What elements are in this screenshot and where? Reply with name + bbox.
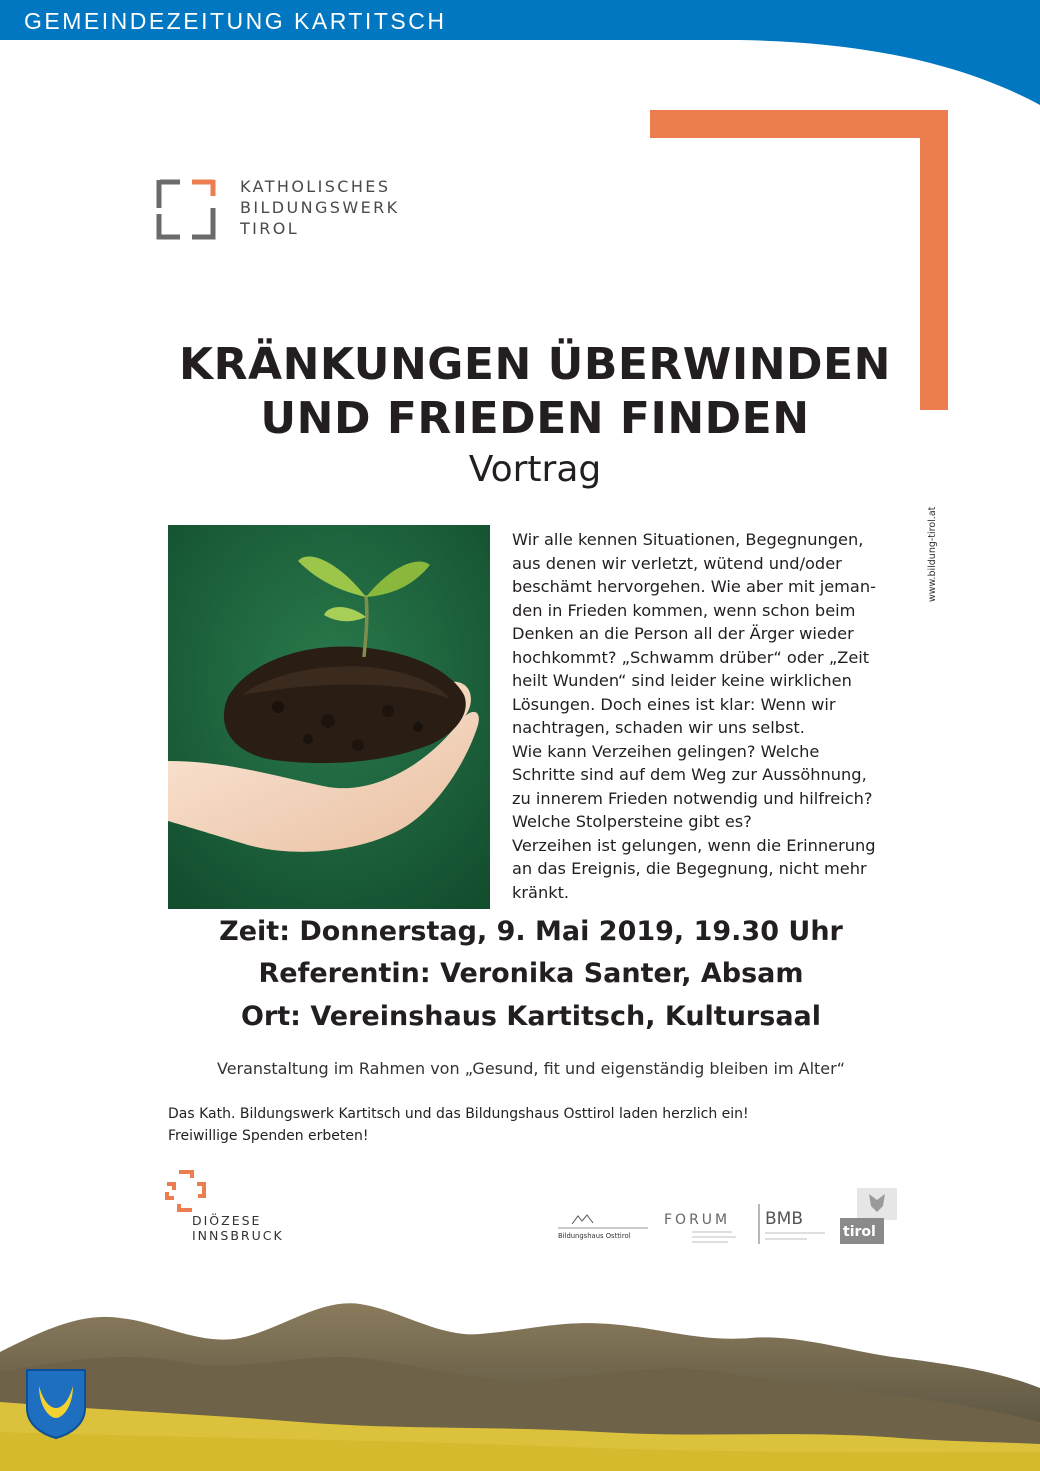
description-line: Verzeihen ist gelungen, wenn die Erinnerung [512, 835, 876, 855]
seedling-in-hand-photo [168, 525, 490, 909]
kbw-line-1: KATHOLISCHES [240, 177, 391, 196]
dioezese-cross-icon [164, 1170, 208, 1212]
event-title [0, 338, 1040, 446]
land-tirol-logo [840, 1188, 898, 1246]
publication-title: GEMEINDEZEITUNG KARTITSCH [24, 8, 447, 34]
description-line: Wie kann Verzeihen gelingen? Welche [512, 741, 820, 761]
bmb-logo [757, 1204, 829, 1246]
dioezese-logo-text [192, 1213, 284, 1243]
kbw-line-2: BILDUNGSWERK [240, 198, 400, 217]
event-title-line-2: UND FRIEDEN FINDEN [260, 393, 810, 444]
website-url [921, 482, 941, 602]
description-line: hochkommt? „Schwamm drüber“ oder „Zeit [512, 647, 870, 667]
event-speaker: Referentin: Veronika Santer, Absam [258, 958, 804, 989]
event-location: Ort: Vereinshaus Kartitsch, Kultursaal [240, 1001, 822, 1032]
description-line: an das Ereignis, die Begegnung, nicht mehr [512, 859, 867, 878]
description-line: Welche Stolpersteine gibt es? [512, 812, 752, 831]
description-line: Lösungen. Doch eines ist klar: Wenn wir [512, 694, 836, 714]
description-line: Denken an die Person all der Ärger wieder [512, 624, 854, 643]
forum-logo [662, 1208, 744, 1248]
description-line: zu innerem Frieden notwendig und hilfreich? [512, 788, 873, 808]
kbw-bracket-icon [156, 178, 218, 240]
municipal-coat-of-arms-icon [25, 1368, 87, 1440]
mountain-landscape-footer [0, 1292, 1040, 1471]
event-title-line-1: KRÄNKUNGEN ÜBERWINDEN [179, 339, 891, 390]
bmb-text: BMB [765, 1209, 803, 1229]
description-line: heilt Wunden“ sind leider keine wirklichen [512, 671, 852, 690]
forum-text: FORUM [664, 1212, 731, 1228]
description-line: Schritte sind auf dem Weg zur Aussöhnung, [512, 765, 867, 784]
website-url-text: www.bildung-tirol.at [927, 506, 938, 602]
event-context: Veranstaltung im Rahmen von „Gesund, fit und eigenständig bleiben im Alter“ [217, 1059, 845, 1078]
description-line: aus denen wir verletzt, wütend und/oder [512, 553, 842, 573]
tirol-text: tirol [843, 1224, 876, 1240]
description-line: beschämt hervorgehen. Wie aber mit jeman- [512, 577, 876, 596]
description-line: kränkt. [512, 882, 570, 902]
description-line: nachtragen, schaden wir uns selbst. [512, 718, 805, 737]
description-line: den in Frieden kommen, wenn schon beim [512, 600, 856, 620]
dioezese-line-2: INNSBRUCK [192, 1228, 284, 1243]
event-description [512, 528, 907, 904]
description-line: Wir alle kennen Situationen, Begegnungen, [512, 530, 864, 549]
invitation-line-1: Das Kath. Bildungswerk Kartitsch und das Bildungshaus Osttirol laden herzlich ein! [168, 1106, 749, 1122]
event-subtitle: Vortrag [468, 449, 602, 490]
invitation-text [168, 1103, 749, 1147]
kbw-line-3: TIROL [240, 219, 300, 238]
invitation-line-2: Freiwillige Spenden erbeten! [168, 1128, 369, 1144]
dioezese-line-1: DIÖZESE [192, 1213, 262, 1228]
bildungshaus-osttirol-logo [558, 1212, 650, 1242]
bildungshaus-text: Bildungshaus Osttirol [558, 1232, 631, 1240]
event-time: Zeit: Donnerstag, 9. Mai 2019, 19.30 Uhr [219, 916, 843, 947]
